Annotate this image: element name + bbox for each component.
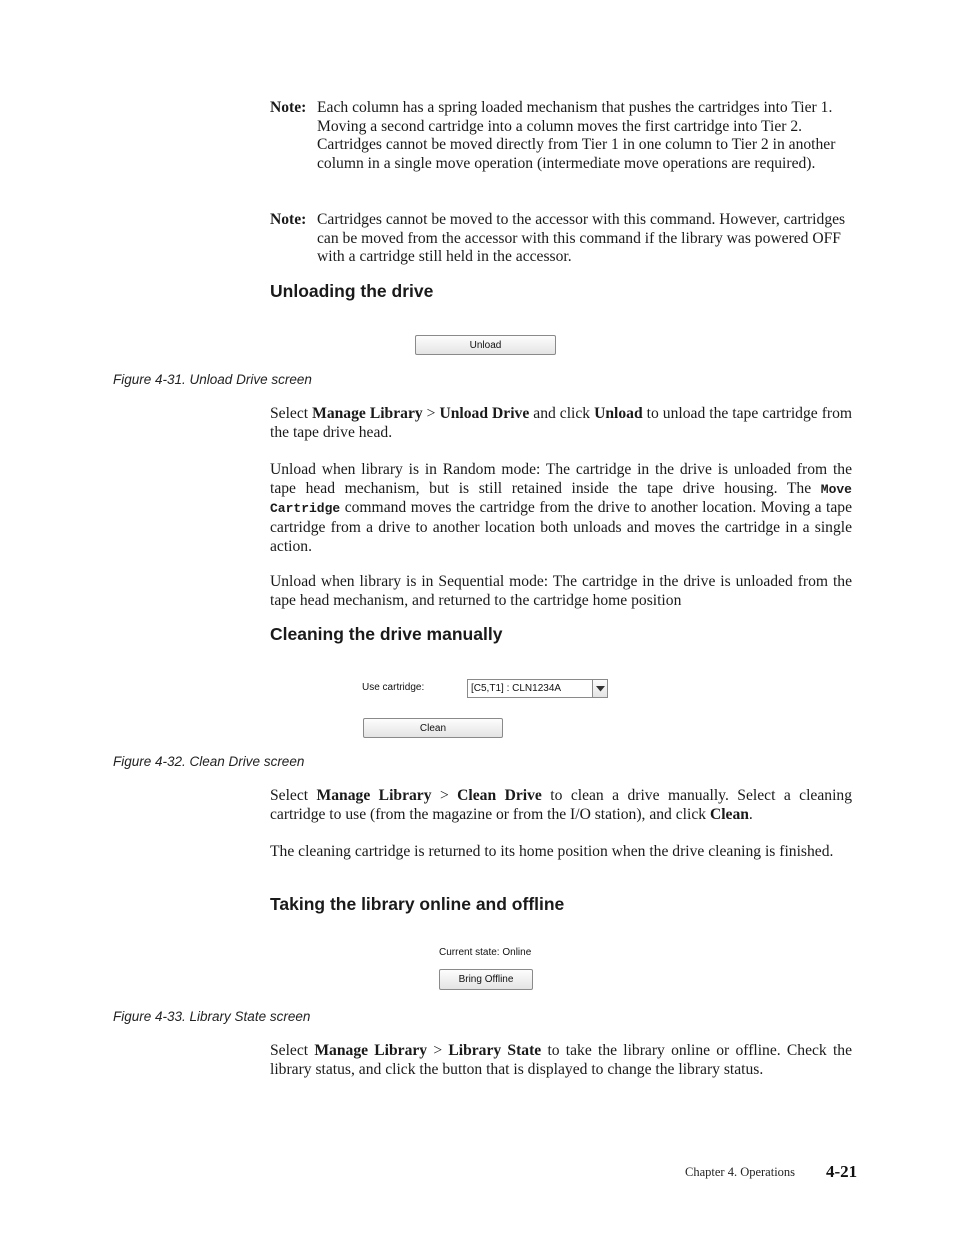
unload-button[interactable]: Unload — [415, 335, 556, 355]
note-text: Each column has a spring loaded mechanism that pushes the cartridges into Tier 1. Moving a second cartridge into a column moves the first cartridge into Tier 2. Cartridges cannot be moved directly from Tier 1 in one column to Tier 2 in another column in a single move operation (intermediate move operations are required). — [317, 99, 836, 173]
footer-chapter: Chapter 4. Operations — [685, 1165, 796, 1179]
note-label: Note: — [270, 99, 307, 116]
note-2 — [270, 211, 860, 267]
clean-button[interactable]: Clean — [363, 718, 503, 738]
section-heading-clean: Cleaning the drive manually — [270, 624, 503, 644]
menu-path-library-state: Library State — [448, 1042, 542, 1059]
chevron-down-icon[interactable] — [592, 680, 607, 697]
paragraph-random-mode: Unload when library is in Random mode: The cartridge in the drive is unloaded from the tape head mechanism, but is still retained inside the tape drive housing. The Move Cartridge command moves the cartridge from the drive to another location. Moving a tape cartridge from a drive to another location both unloads and moves the cartridge in a single action. — [270, 461, 852, 555]
menu-path-manage-library: Manage Library — [316, 787, 432, 804]
bring-offline-button[interactable]: Bring Offline — [439, 969, 533, 990]
menu-path-clean-drive: Clean Drive — [457, 787, 542, 804]
section-heading-library-state: Taking the library online and offline — [270, 894, 565, 914]
current-state-label: Current state: Online — [439, 947, 532, 958]
figure-caption-4-31: Figure 4-31. Unload Drive screen — [113, 372, 312, 387]
paragraph-clean-finished: The cleaning cartridge is returned to its home position when the drive cleaning is finished. — [270, 843, 834, 860]
menu-path-manage-library: Manage Library — [312, 405, 423, 422]
menu-path-unload-drive: Unload Drive — [439, 405, 530, 422]
paragraph-clean-select: Select Manage Library > Clean Drive to clean a drive manually. Select a cleaning cartridge to use (from the magazine or from the I/O station), and click Clean. — [270, 787, 852, 823]
note-1 — [270, 99, 860, 174]
button-ref-clean: Clean — [709, 805, 749, 823]
use-cartridge-label: Use cartridge: — [362, 682, 425, 693]
cartridge-select[interactable] — [467, 679, 608, 698]
menu-path-manage-library: Manage Library — [314, 1042, 428, 1059]
code-move-cartridge: Move Cartridge — [270, 481, 852, 517]
paragraph-library-state: Select Manage Library > Library State to take the library online or offline. Check the library status, and click the button that is displayed to change the library status. — [270, 1042, 853, 1078]
cartridge-select-value: [C5,T1] : CLN1234A — [471, 683, 562, 694]
section-heading-unload: Unloading the drive — [270, 281, 434, 301]
figure-caption-4-32: Figure 4-32. Clean Drive screen — [113, 754, 305, 769]
paragraph-sequential-mode: Unload when library is in Sequential mode: The cartridge in the drive is unloaded from the tape head mechanism, and returned to the cartridge home position — [270, 573, 852, 609]
button-ref-unload: Unload — [594, 405, 643, 422]
figure-caption-4-33: Figure 4-33. Library State screen — [113, 1009, 311, 1024]
page-number: 4-21 — [826, 1162, 858, 1181]
paragraph-unload-select: Select Manage Library > Unload Drive and click Unload to unload the tape cartridge from the tape drive head. — [270, 405, 853, 441]
note-text: Cartridges cannot be moved to the accessor with this command. However, cartridges can be moved from the accessor with this command if the library was powered OFF with a cartridge still held in the accessor. — [317, 211, 846, 266]
note-label: Note: — [270, 211, 307, 228]
